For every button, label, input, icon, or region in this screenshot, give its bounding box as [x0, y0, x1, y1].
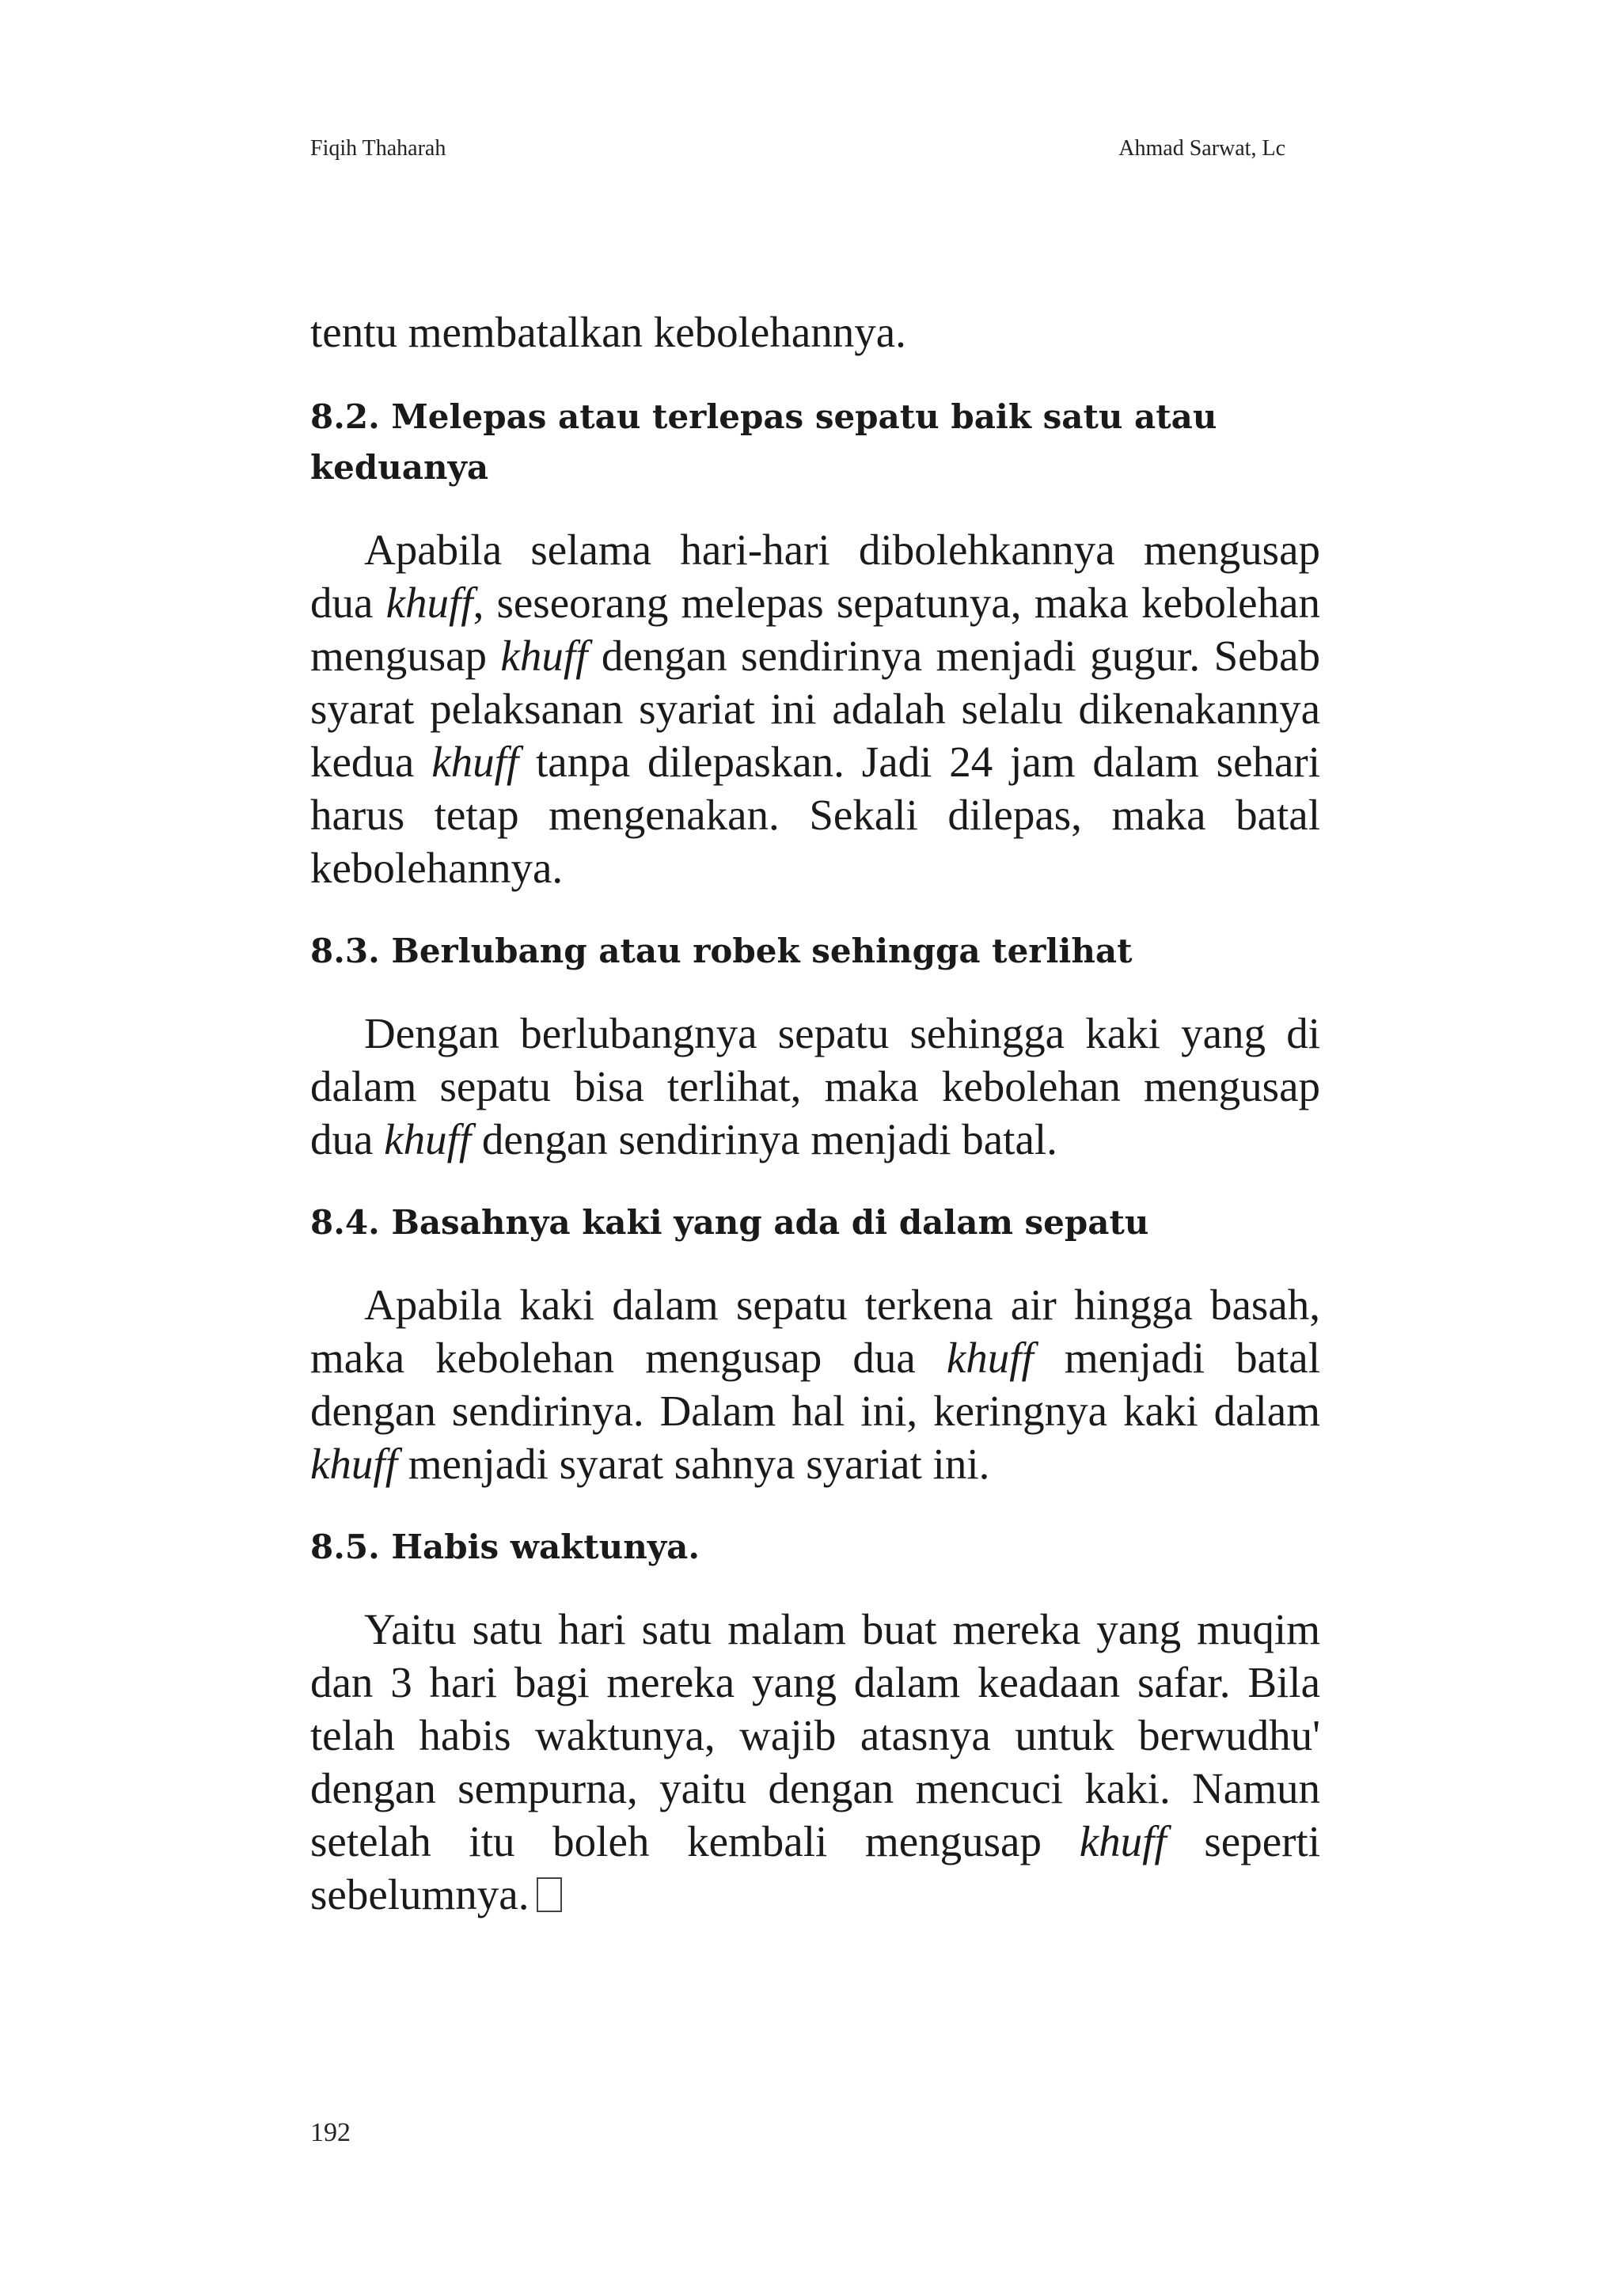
italic-term: khuff	[431, 738, 519, 786]
header-author: Ahmad Sarwat, Lc	[1118, 136, 1285, 161]
continuation-paragraph: tentu membatalkan kebolehannya.	[310, 308, 906, 356]
italic-term: khuff	[310, 1440, 397, 1488]
section-8-4	[310, 1197, 1320, 1490]
section-heading: 8.5. Habis waktunya.	[310, 1528, 700, 1566]
section-heading: 8.4. Basahnya kaki yang ada di dalam sepatu	[310, 1203, 1149, 1242]
section-paragraph: Apabila selama hari-hari dibolehkannya mengusap dua khuff, seseorang melepas sepatunya, maka kebolehan mengusap khuff dengan sendirinya menjadi gugur. Sebab syarat pelaksanan syariat ini adalah selalu dikenakannya kedua khuff tanpa dilepaskan. Jadi 24 jam dalam sehari harus tetap mengenakan. Sekali dilepas, maka batal kebolehannya.	[310, 526, 1320, 892]
section-heading: 8.2. Melepas atau terlepas sepatu baik satu atau keduanya	[310, 397, 1217, 487]
italic-term: khuff	[385, 579, 473, 627]
running-header	[310, 136, 1285, 161]
page-content	[310, 306, 1320, 1953]
page-number: 192	[310, 2118, 351, 2147]
section-8-5	[310, 1522, 1320, 1921]
italic-term: khuff	[384, 1115, 472, 1163]
italic-term: khuff	[1079, 1817, 1167, 1865]
section-8-3	[310, 926, 1320, 1166]
section-8-2	[310, 392, 1320, 894]
italic-term: khuff	[500, 632, 588, 680]
section-paragraph: Dengan berlubangnya sepatu sehingga kaki yang di dalam sepatu bisa terlihat, maka kebolehan mengusap dua khuff dengan sendirinya menjadi batal.	[310, 1009, 1320, 1163]
header-book-title: Fiqih Thaharah	[310, 136, 446, 161]
end-of-chapter-box-icon	[537, 1877, 562, 1912]
section-paragraph: Yaitu satu hari satu malam buat mereka yang muqim dan 3 hari bagi mereka yang dalam keadaan safar. Bila telah habis waktunya, wajib atasnya untuk berwudhu' dengan sempurna, yaitu dengan mencuci kaki. Namun setelah itu boleh kembali mengusap khuff seperti sebelumnya.	[310, 1605, 1320, 1918]
section-heading: 8.3. Berlubang atau robek sehingga terlihat	[310, 932, 1133, 970]
italic-term: khuff	[946, 1334, 1034, 1382]
section-paragraph: Apabila kaki dalam sepatu terkena air hingga basah, maka kebolehan mengusap dua khuff menjadi batal dengan sendirinya. Dalam hal ini, keringnya kaki dalam khuff menjadi syarat sahnya syariat ini.	[310, 1281, 1320, 1488]
